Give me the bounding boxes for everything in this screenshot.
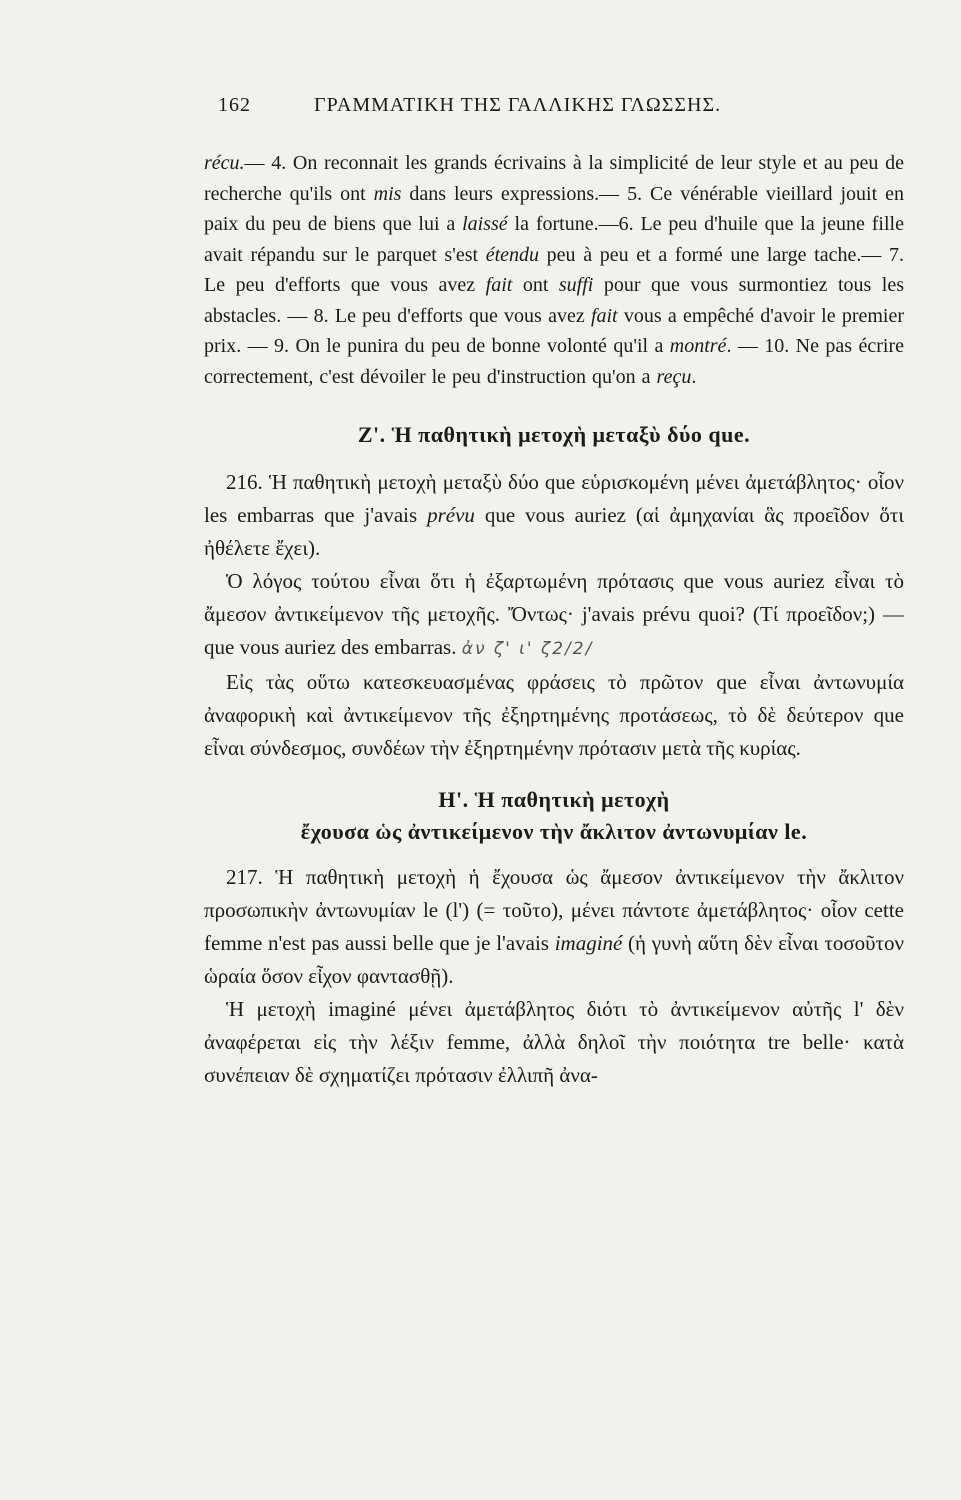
text-run: — 4. On reconnait les grands écrivains à la simplicité de leur style et au peu de recherche qu'ils ont — [204, 152, 904, 205]
italic-word: fait — [485, 274, 513, 296]
text-run: pour que vous surmontiez tous les abstacles. — 8. Le peu d'efforts que vous avez — [204, 274, 905, 327]
text-run: Ὁ λόγος τούτου εἶναι ὅτι ἡ ἐξαρτωμένη πρότασις que vous auriez εἶναι τὸ ἄμεσον ἀντικείμενον τῆς μετοχῆς. Ὄντως· j'avais prévu quoi? (Τί προεῖδον;) — que vous auriez des embarras. — [204, 569, 904, 659]
italic-word: reçu — [656, 365, 692, 388]
section-heading-z: Ζ'. Ἡ παθητικὴ μετοχὴ μεταξὺ δύο que. — [357, 422, 751, 447]
text-run: . — 10. Ne pas écrire correctement, c'est dévoiler le peu d'instruction qu'on a — [204, 335, 904, 388]
paragraph-216-explanation — [204, 565, 904, 666]
italic-word: mis — [373, 182, 402, 205]
italic-word: imaginé — [554, 931, 623, 955]
text-run: vous a empêché d'avoir le premier prix. — 9. On le punira du peu de bonne volonté qu'il a — [204, 304, 905, 357]
text-run: (ἡ γυνὴ αὕτη δὲν εἶναι τοσοῦτον ὡραία ὅσον εἶχον φαντασθῇ). — [204, 931, 904, 988]
text-run: que vous auriez (αἱ ἀμηχανίαι ἃς προεῖδον ὅτι ἠθέλετε ἔχει). — [204, 503, 904, 560]
page-number: 162 — [218, 94, 251, 116]
handwritten-annotation: ἀν ζ' ι' ζ2/2/ — [461, 639, 594, 659]
paragraph-217 — [204, 861, 904, 993]
text-run: 216. Ἡ παθητικὴ μετοχὴ μεταξὺ δύο que εὑρισκομένη μένει ἀμετάβλητος· οἷον les embarras que j'avais — [204, 470, 904, 527]
italic-word: fait — [590, 304, 618, 327]
text-run: 217. Ἡ παθητικὴ μετοχὴ ἡ ἔχουσα ὡς ἄμεσον ἀντικείμενον τὴν ἄκλιτον προσωπικὴν ἀντωνυμίαν le (l') (= τοῦτο), μένει πάντοτε ἀμετάβλητος· οἷον cette femme n'est pas aussi belle que je l'avais — [204, 865, 904, 955]
text-run: peu à peu et a formé une large tache.— 7. Le peu d'efforts que vous avez — [204, 243, 904, 296]
section-heading-h-line1: Η'. Ἡ παθητικὴ μετοχὴ — [438, 787, 670, 812]
exercise-paragraph — [204, 148, 904, 392]
paragraph-216-note: Εἰς τὰς οὕτω κατεσκευασμένας φράσεις τὸ πρῶτον que εἶναι ἀντωνυμία ἀναφορικὴ καὶ ἀντικείμενον τῆς ἐξηρτημένης προτάσεως, τὸ δὲ δεύτερον que εἶναι σύνδεσμος, συνδέων τὴν ἐξηρτημένην πρότασιν μετὰ τῆς κυρίας. — [204, 670, 904, 760]
text-run: la fortune.—6. Le peu d'huile que la jeune fille avait répandu sur le parquet s'est — [204, 213, 904, 266]
section-heading-h-line2: ἔχουσα ὡς ἀντικείμενον τὴν ἄκλιτον ἀντωνυμίαν le. — [300, 819, 808, 844]
text-run: ont — [512, 274, 559, 296]
text-run: dans leurs expressions.— 5. Ce vénérable vieillard jouit en paix du peu de biens que lui a — [204, 182, 904, 235]
paragraph-217-explanation: Ἡ μετοχὴ imaginé μένει ἀμετάβλητος διότι τὸ ἀντικείμενον αὐτῆς l' δὲν ἀναφέρεται εἰς τὴν λέξιν femme, ἀλλὰ δηλοῖ τὴν ποιότητα tre belle· κατὰ συνέπειαν δὲ σχηματίζει πρότασιν ἐλλιπῆ ἀνα- — [204, 997, 904, 1087]
running-title: ΓΡΑΜΜΑΤΙΚΗ ΤΗΣ ΓΑΛΛΙΚΗΣ ΓΛΩΣΣΗΣ. — [314, 94, 722, 116]
text-run: . — [691, 365, 697, 388]
page-body — [204, 148, 904, 1092]
italic-word: étendu — [485, 243, 540, 266]
italic-word: suffi — [558, 274, 594, 296]
italic-word: récu. — [204, 152, 245, 174]
italic-word: prévu — [427, 503, 475, 527]
italic-word: laissé — [462, 213, 508, 235]
italic-word: montré — [669, 335, 727, 357]
paragraph-216 — [204, 466, 904, 565]
